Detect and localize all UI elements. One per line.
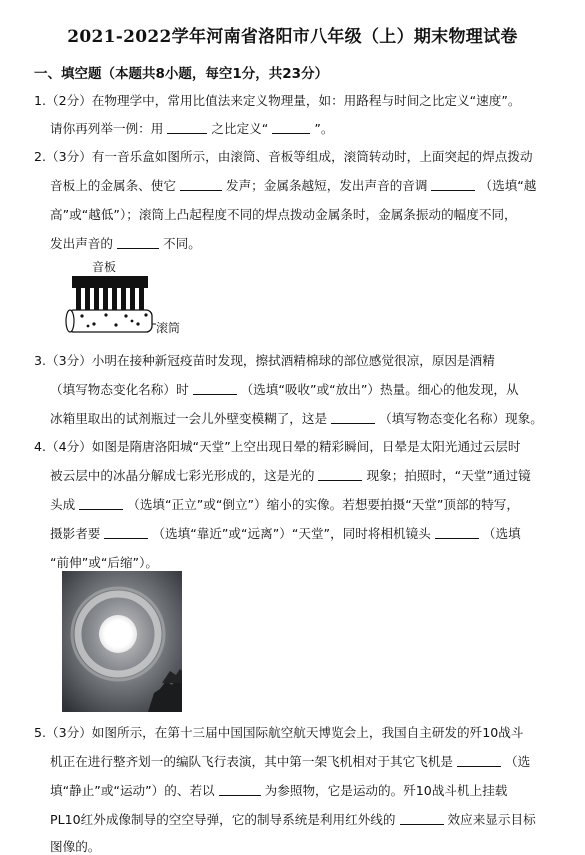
q3-text-d: （填写物态变化名称）现象。 [379, 411, 543, 426]
answer-blank[interactable] [272, 121, 310, 134]
answer-blank[interactable] [400, 812, 444, 825]
q3-text-a: （填写物态变化名称）时 [50, 382, 189, 397]
q4-text-c: 头成 [50, 497, 76, 512]
q4-text-g: （选填 [482, 526, 521, 541]
sun-halo-image [62, 571, 182, 712]
answer-blank[interactable] [431, 178, 475, 191]
q1-text-c: ”。 [314, 121, 334, 136]
answer-blank[interactable] [79, 497, 123, 510]
q5-text-e: PL10红外成像制导的空空导弹，它的制导系统是利用红外线的 [50, 812, 396, 827]
q5-text-d: 为参照物，它是运动的。歼10战斗机上挂载 [264, 783, 508, 798]
q5-text-a: 机正在进行整齐划一的编队飞行表演，其中第一架飞机相对于其它飞机是 [50, 754, 453, 769]
q4-line-2 [50, 465, 531, 484]
answer-blank[interactable] [193, 382, 237, 395]
q4-line-3 [50, 494, 519, 513]
page-title: 2021-2022学年河南省洛阳市八年级（上）期末物理试卷 [67, 27, 518, 47]
q4-text-d: （选填“正立”或“倒立”）缩小的实像。若想要拍摄“天堂”顶部的特写， [127, 497, 519, 512]
q3-text-b: （选填“吸收”或“放出”）热量。细心的他发现，从 [240, 382, 519, 397]
q4-line-5: “前伸”或“后缩”）。 [50, 555, 158, 570]
q2-text-e: 不同。 [163, 236, 201, 251]
q5-text-f: 效应来显示目标 [447, 812, 536, 827]
q2-line-2 [50, 175, 536, 194]
music-box-diagram [62, 258, 192, 338]
q5-line-3 [50, 780, 507, 799]
q2-text-c: （选填“越 [479, 178, 537, 193]
q2-text-b: 发声；金属条越短，发出声音的音调 [225, 178, 428, 193]
section-heading: 一、填空题（本题共8小题，每空1分，共23分） [34, 66, 329, 82]
q5-line-1: 5.（3分）如图所示，在第十三届中国国际航空航天博览会上，我国自主研发的歼10战斗 [34, 725, 524, 740]
q4-text-b: 现象；拍照时，“天堂”通过镜 [366, 468, 531, 483]
q2-text-a: 音板上的金属条、使它 [50, 178, 176, 193]
answer-blank[interactable] [167, 121, 207, 134]
q3-line-1: 3.（3分）小明在接种新冠疫苗时发现，擦拭酒精棉球的部位感觉很凉，原因是酒精 [34, 353, 495, 368]
q4-line-4 [50, 523, 521, 542]
answer-blank[interactable] [318, 468, 362, 481]
sun-halo-photo [62, 571, 182, 712]
q2-line-3: 高”或“越低”）；滚筒上凸起程度不同的焊点拨动金属条时，金属条振动的幅度不同， [50, 207, 517, 222]
q5-line-2 [50, 751, 530, 770]
q1-line-1: 1.（2分）在物理学中，常用比值法来定义物理量，如：用路程与时间之比定义“速度”。 [34, 93, 521, 108]
q1-text-b: 之比定义“ [211, 121, 269, 136]
q4-text-e: 摄影者要 [50, 526, 101, 541]
q2-line-4 [50, 233, 201, 252]
q2-line-1: 2.（3分）有一音乐盒如图所示，由滚筒、音板等组成，滚筒转动时，上面突起的焊点拨动 [34, 149, 533, 164]
answer-blank[interactable] [117, 236, 159, 249]
diagram-label-drum: 滚筒 [156, 321, 181, 335]
q4-line-1: 4.（4分）如图是隋唐洛阳城“天堂”上空出现日晕的精彩瞬间，日晕是太阳光通过云层时 [34, 439, 521, 454]
q3-text-c: 冰箱里取出的试剂瓶过一会儿外壁变模糊了，这是 [50, 411, 328, 426]
answer-blank[interactable] [180, 178, 222, 191]
answer-blank[interactable] [457, 754, 501, 767]
q5-line-4 [50, 809, 536, 828]
answer-blank[interactable] [331, 411, 375, 424]
q3-line-3 [50, 408, 543, 427]
q2-text-d: 发出声音的 [50, 236, 113, 251]
q4-text-a: 被云层中的冰晶分解成七彩光形成的，这是光的 [50, 468, 315, 483]
q3-line-2 [50, 379, 519, 398]
q1-text-a: 请你再列举一例：用 [50, 121, 164, 136]
q4-text-f: （选填“靠近”或“远离”）“天堂”，同时将相机镜头 [152, 526, 431, 541]
answer-blank[interactable] [435, 526, 479, 539]
diagram-label-soundboard: 音板 [92, 260, 117, 274]
q1-line-2 [50, 118, 333, 137]
answer-blank[interactable] [104, 526, 148, 539]
q5-text-b: （选 [505, 754, 531, 769]
q5-line-5: 图像的。 [50, 839, 101, 854]
q5-text-c: 填“静止”或“运动”）的、若以 [50, 783, 215, 798]
answer-blank[interactable] [219, 783, 261, 796]
